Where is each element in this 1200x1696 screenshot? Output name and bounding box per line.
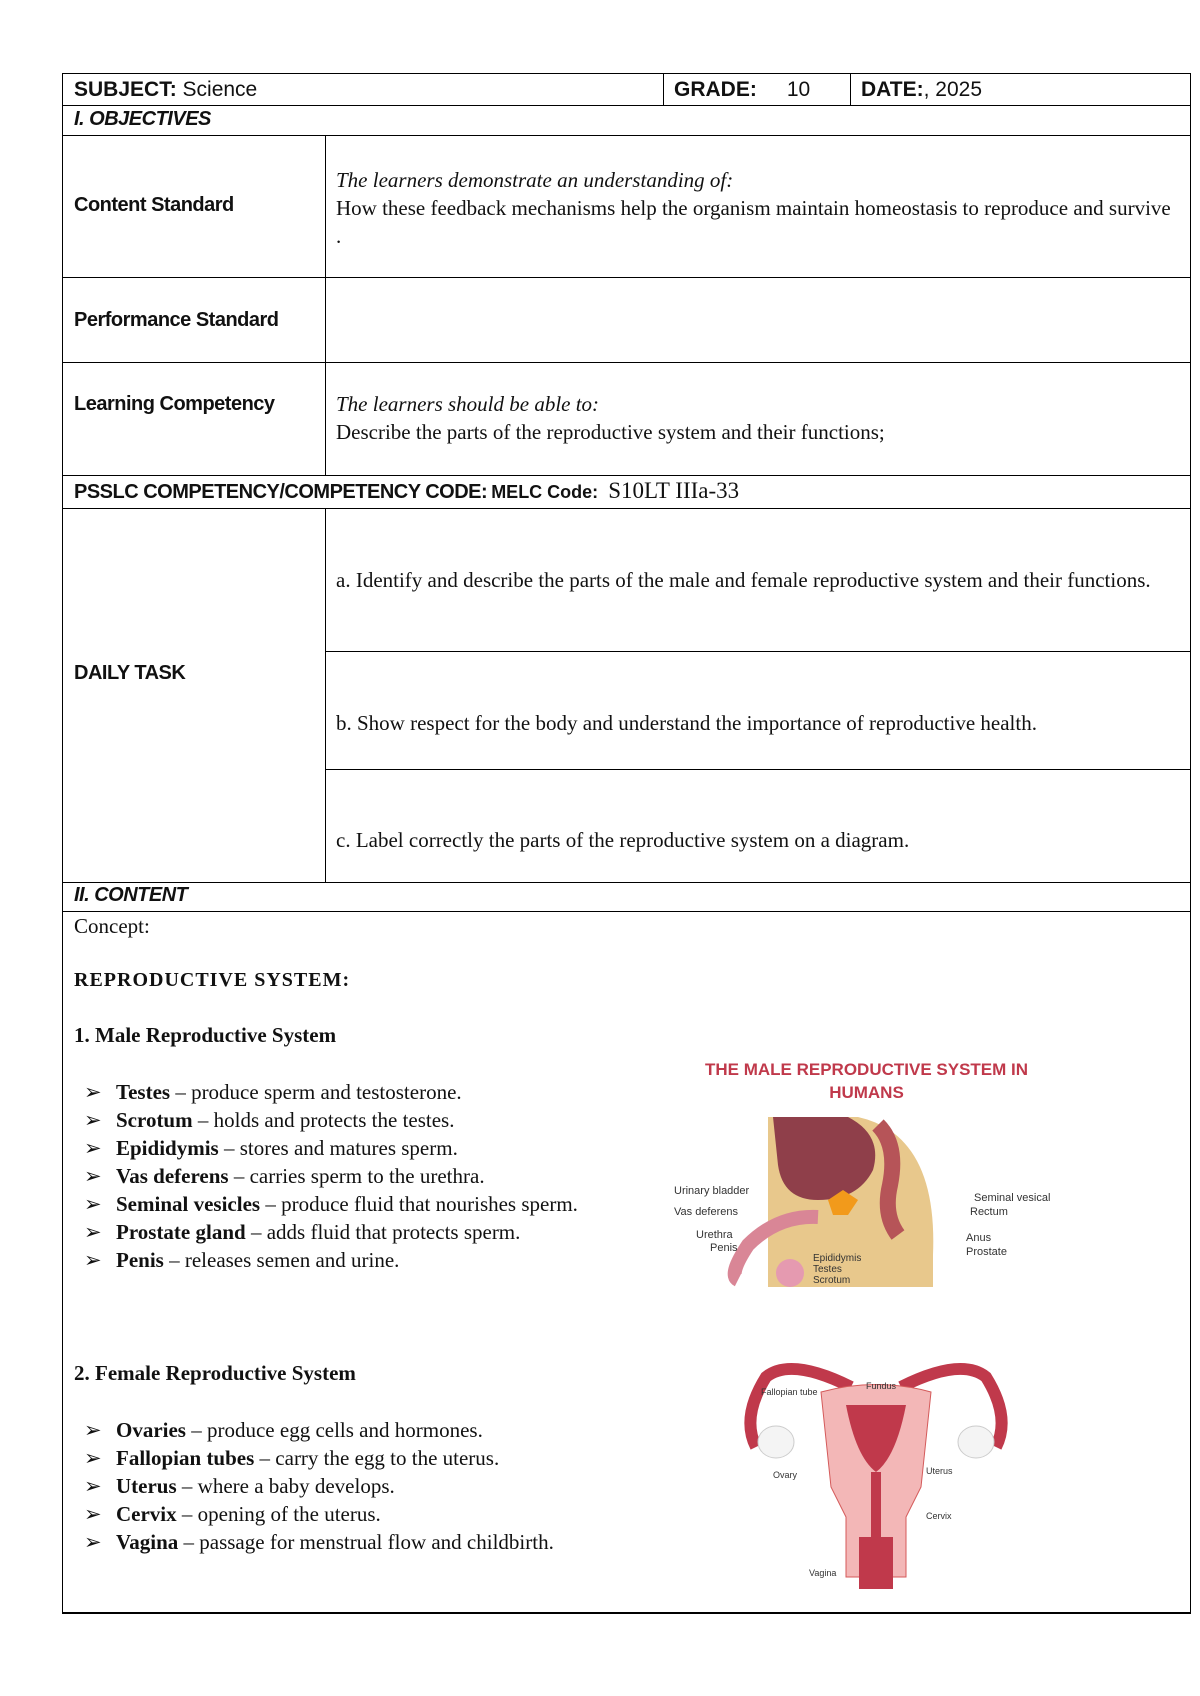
female-parts-list	[74, 1416, 554, 1556]
label-ovary: Ovary	[773, 1470, 798, 1480]
psslc-label: PSSLC COMPETENCY/COMPETENCY CODE:	[74, 481, 488, 503]
arrow-bullet-icon: ➢	[84, 1502, 102, 1526]
arrow-bullet-icon: ➢	[84, 1080, 102, 1104]
list-item	[74, 1472, 554, 1500]
male-section-title: 1. Male Reproductive System	[74, 1023, 337, 1047]
arrow-bullet-icon: ➢	[84, 1164, 102, 1188]
term: Cervix	[116, 1502, 177, 1526]
arrow-bullet-icon: ➢	[84, 1192, 102, 1216]
arrow-bullet-icon: ➢	[84, 1418, 102, 1442]
male-left-labels	[674, 1185, 749, 1255]
description: – opening of the uterus.	[176, 1502, 381, 1526]
label-epididymis: Epididymis	[813, 1253, 862, 1264]
description: – passage for menstrual flow and childbirth.	[178, 1530, 554, 1554]
concept-label: Concept:	[74, 914, 150, 938]
male-bottom-labels	[813, 1253, 861, 1286]
melc-label: MELC Code:	[491, 482, 599, 502]
arrow-bullet-icon: ➢	[84, 1136, 102, 1160]
subject-value: Science	[182, 78, 258, 101]
term: Penis	[116, 1248, 164, 1272]
arrow-bullet-icon: ➢	[84, 1446, 102, 1470]
term: Ovaries	[116, 1418, 186, 1442]
list-item	[74, 1134, 578, 1162]
subject-field	[74, 78, 257, 102]
grade-field	[674, 78, 810, 102]
male-diagram-title: THE MALE REPRODUCTIVE SYSTEM IN HUMANS	[704, 1060, 1029, 1102]
description: – adds fluid that protects sperm.	[245, 1220, 521, 1244]
term: Prostate gland	[116, 1220, 246, 1244]
label-testes: Testes	[813, 1264, 842, 1275]
label-urethra: Urethra	[696, 1229, 733, 1241]
list-item	[74, 1078, 578, 1106]
description: – releases semen and urine.	[163, 1248, 400, 1272]
label-rectum: Rectum	[970, 1206, 1008, 1218]
arrow-bullet-icon: ➢	[84, 1474, 102, 1498]
learning-competency-intro: The learners should be able to:	[336, 392, 600, 416]
label-urinary-bladder: Urinary bladder	[674, 1185, 750, 1197]
label-fallopian-tube: Fallopian tube	[761, 1387, 818, 1397]
term: Uterus	[116, 1474, 177, 1498]
description: – holds and protects the testes.	[192, 1108, 455, 1132]
term: Fallopian tubes	[116, 1446, 255, 1470]
content-standard-body: How these feedback mechanisms help the organism maintain homeostasis to reproduce and survive .	[336, 196, 1171, 248]
daily-task-b: b. Show respect for the body and understand the importance of reproductive health.	[336, 711, 1037, 735]
date-value: , 2025	[923, 78, 982, 101]
male-reproductive-diagram	[668, 1045, 1065, 1290]
list-item	[74, 1500, 554, 1528]
arrow-bullet-icon: ➢	[84, 1220, 102, 1244]
daily-task-a: a. Identify and describe the parts of the male and female reproductive system and their functions.	[336, 568, 1151, 592]
label-cervix: Cervix	[926, 1511, 952, 1521]
term: Seminal vesicles	[116, 1192, 261, 1216]
list-item	[74, 1162, 578, 1190]
content-standard-text	[336, 166, 1176, 250]
description: – carries sperm to the urethra.	[228, 1164, 485, 1188]
date-label: DATE:	[861, 78, 924, 101]
description: – produce sperm and testosterone.	[170, 1080, 462, 1104]
label-anus: Anus	[966, 1232, 992, 1244]
label-uterus: Uterus	[926, 1466, 953, 1476]
label-penis: Penis	[710, 1242, 738, 1254]
label-vas-deferens: Vas deferens	[674, 1206, 739, 1218]
subject-label: SUBJECT:	[74, 78, 177, 101]
description: – produce egg cells and hormones.	[185, 1418, 483, 1442]
description: – produce fluid that nourishes sperm.	[260, 1192, 578, 1216]
grade-value: 10	[786, 78, 811, 101]
male-parts-list	[74, 1078, 578, 1274]
description: – where a baby develops.	[176, 1474, 395, 1498]
term: Scrotum	[116, 1108, 193, 1132]
list-item	[74, 1246, 578, 1274]
daily-task-c: c. Label correctly the parts of the reproductive system on a diagram.	[336, 828, 910, 852]
performance-standard-label: Performance Standard	[74, 309, 279, 331]
arrow-bullet-icon: ➢	[84, 1108, 102, 1132]
psslc-row	[74, 478, 739, 504]
label-vagina: Vagina	[809, 1568, 837, 1578]
daily-task-label: DAILY TASK	[74, 662, 186, 684]
female-reproductive-diagram	[731, 1347, 1021, 1605]
list-item	[74, 1416, 554, 1444]
label-scrotum: Scrotum	[813, 1275, 851, 1286]
label-fundus: Fundus	[866, 1381, 897, 1391]
list-item	[74, 1190, 578, 1218]
term: Vas deferens	[116, 1164, 229, 1188]
content-standard-intro: The learners demonstrate an understanding of:	[336, 168, 734, 192]
list-item	[74, 1528, 554, 1556]
grade-label: GRADE:	[674, 78, 757, 101]
label-prostate: Prostate	[966, 1246, 1007, 1258]
term: Testes	[116, 1080, 171, 1104]
arrow-bullet-icon: ➢	[84, 1248, 102, 1272]
female-section-title: 2. Female Reproductive System	[74, 1361, 356, 1385]
arrow-bullet-icon: ➢	[84, 1530, 102, 1554]
content-standard-label: Content Standard	[74, 194, 234, 216]
content-heading: II. CONTENT	[74, 884, 188, 906]
learning-competency-body: Describe the parts of the reproductive system and their functions;	[336, 420, 885, 444]
term: Epididymis	[116, 1136, 219, 1160]
learning-competency-text	[336, 390, 1176, 446]
melc-code: S10LT IIIa-33	[608, 478, 740, 503]
description: – stores and matures sperm.	[218, 1136, 458, 1160]
male-right-labels	[966, 1191, 1050, 1259]
list-item	[74, 1444, 554, 1472]
list-item	[74, 1106, 578, 1134]
objectives-heading: I. OBJECTIVES	[74, 108, 211, 130]
reproductive-system-heading: REPRODUCTIVE SYSTEM:	[74, 969, 351, 991]
label-seminal-vesical: Seminal vesical	[974, 1192, 1051, 1204]
term: Vagina	[116, 1530, 179, 1554]
list-item	[74, 1218, 578, 1246]
description: – carry the egg to the uterus.	[254, 1446, 500, 1470]
learning-competency-label: Learning Competency	[74, 393, 275, 415]
date-field	[861, 78, 982, 102]
